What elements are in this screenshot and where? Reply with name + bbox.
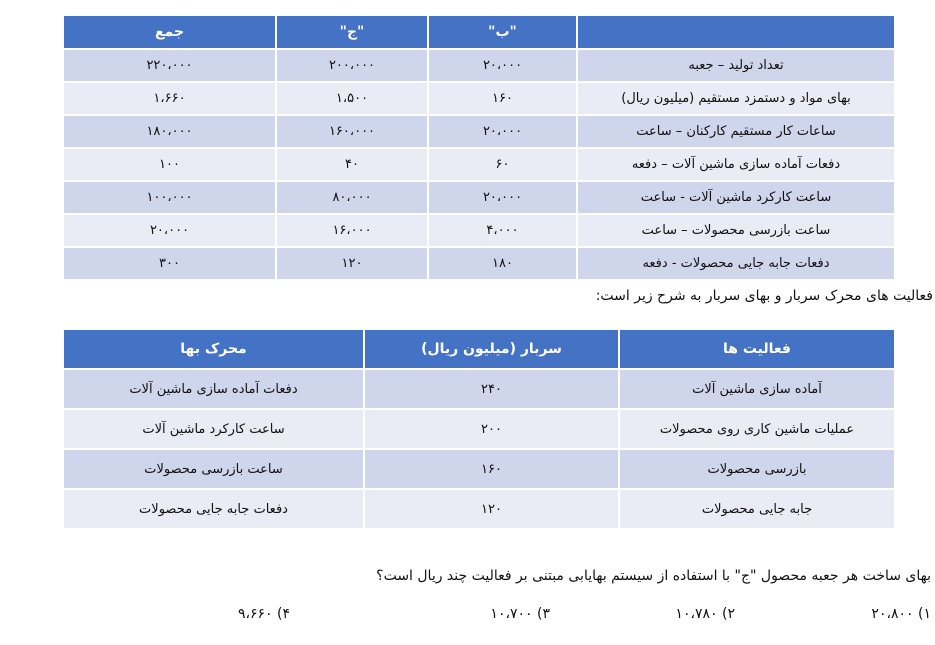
question-text: بهای ساخت هر جعبه محصول "ج" با استفاده از سیستم بهایابی مبتنی بر فعالیت چند ریال است؟ — [376, 568, 931, 584]
cell-overhead: ۱۶۰ — [364, 449, 619, 489]
cell-driver: ساعت کارکرد ماشین آلات — [63, 409, 364, 449]
cell-j: ۸۰،۰۰۰ — [276, 181, 428, 214]
row-label: تعداد تولید – جعبه — [577, 49, 895, 82]
cell-b: ۱۶۰ — [428, 82, 577, 115]
overhead-activities-table — [62, 328, 896, 530]
table-row — [63, 409, 895, 449]
overhead-caption: فعالیت های محرک سربار و بهای سربار به شرح زیر است: — [595, 288, 933, 304]
cell-activity: بازرسی محصولات — [619, 449, 895, 489]
row-label: دفعات جابه جایی محصولات - دفعه — [577, 247, 895, 280]
cell-activity: جابه جایی محصولات — [619, 489, 895, 529]
table-row — [63, 181, 895, 214]
cell-activity: آماده سازی ماشین آلات — [619, 369, 895, 409]
cell-total: ۳۰۰ — [63, 247, 276, 280]
header-cell-activities: فعالیت ها — [619, 329, 895, 369]
cell-driver: دفعات جابه جایی محصولات — [63, 489, 364, 529]
table-row — [63, 489, 895, 529]
cell-total: ۱۰۰ — [63, 148, 276, 181]
answer-option-1: ۱) ۲۰،۸۰۰ — [871, 606, 931, 622]
cell-j: ۱۲۰ — [276, 247, 428, 280]
table-row — [63, 369, 895, 409]
row-label: بهای مواد و دستمزد مستقیم (میلیون ریال) — [577, 82, 895, 115]
cell-total: ۱۰۰،۰۰۰ — [63, 181, 276, 214]
cell-b: ۲۰،۰۰۰ — [428, 49, 577, 82]
cell-driver: ساعت بازرسی محصولات — [63, 449, 364, 489]
answer-option-2: ۲) ۱۰،۷۸۰ — [675, 606, 735, 622]
table-row — [63, 49, 895, 82]
row-label: ساعت بازرسی محصولات – ساعت — [577, 214, 895, 247]
table-row — [63, 449, 895, 489]
table-row — [63, 115, 895, 148]
table-row — [63, 247, 895, 280]
cell-b: ۱۸۰ — [428, 247, 577, 280]
cell-j: ۱،۵۰۰ — [276, 82, 428, 115]
cell-overhead: ۲۰۰ — [364, 409, 619, 449]
cell-overhead: ۲۴۰ — [364, 369, 619, 409]
row-label: ساعت کارکرد ماشین آلات - ساعت — [577, 181, 895, 214]
cell-b: ۴،۰۰۰ — [428, 214, 577, 247]
table-header-row — [63, 329, 895, 369]
answer-option-4: ۴) ۹،۶۶۰ — [237, 606, 290, 622]
cell-driver: دفعات آماده سازی ماشین آلات — [63, 369, 364, 409]
cell-b: ۲۰،۰۰۰ — [428, 115, 577, 148]
cell-b: ۶۰ — [428, 148, 577, 181]
row-label: ساعات کار مستقیم کارکنان – ساعت — [577, 115, 895, 148]
cell-total: ۲۰،۰۰۰ — [63, 214, 276, 247]
header-cell-product-b: "ب" — [428, 15, 577, 49]
header-cell-overhead: سربار (میلیون ریال) — [364, 329, 619, 369]
cell-j: ۱۶،۰۰۰ — [276, 214, 428, 247]
cell-b: ۲۰،۰۰۰ — [428, 181, 577, 214]
header-cell-cost-driver: محرک بها — [63, 329, 364, 369]
table-row — [63, 148, 895, 181]
cell-j: ۲۰۰،۰۰۰ — [276, 49, 428, 82]
table-row — [63, 82, 895, 115]
cell-activity: عملیات ماشین کاری روی محصولات — [619, 409, 895, 449]
row-label: دفعات آماده سازی ماشین آلات – دفعه — [577, 148, 895, 181]
cell-overhead: ۱۲۰ — [364, 489, 619, 529]
cell-total: ۱،۶۶۰ — [63, 82, 276, 115]
cell-j: ۴۰ — [276, 148, 428, 181]
table-row — [63, 214, 895, 247]
header-cell-total: جمع — [63, 15, 276, 49]
cell-total: ۱۸۰،۰۰۰ — [63, 115, 276, 148]
cell-j: ۱۶۰،۰۰۰ — [276, 115, 428, 148]
header-cell-product-j: "ج" — [276, 15, 428, 49]
production-data-table — [62, 14, 896, 281]
cell-total: ۲۲۰،۰۰۰ — [63, 49, 276, 82]
table-header-row — [63, 15, 895, 49]
answer-option-3: ۳) ۱۰،۷۰۰ — [490, 606, 550, 622]
header-cell-label — [577, 15, 895, 49]
